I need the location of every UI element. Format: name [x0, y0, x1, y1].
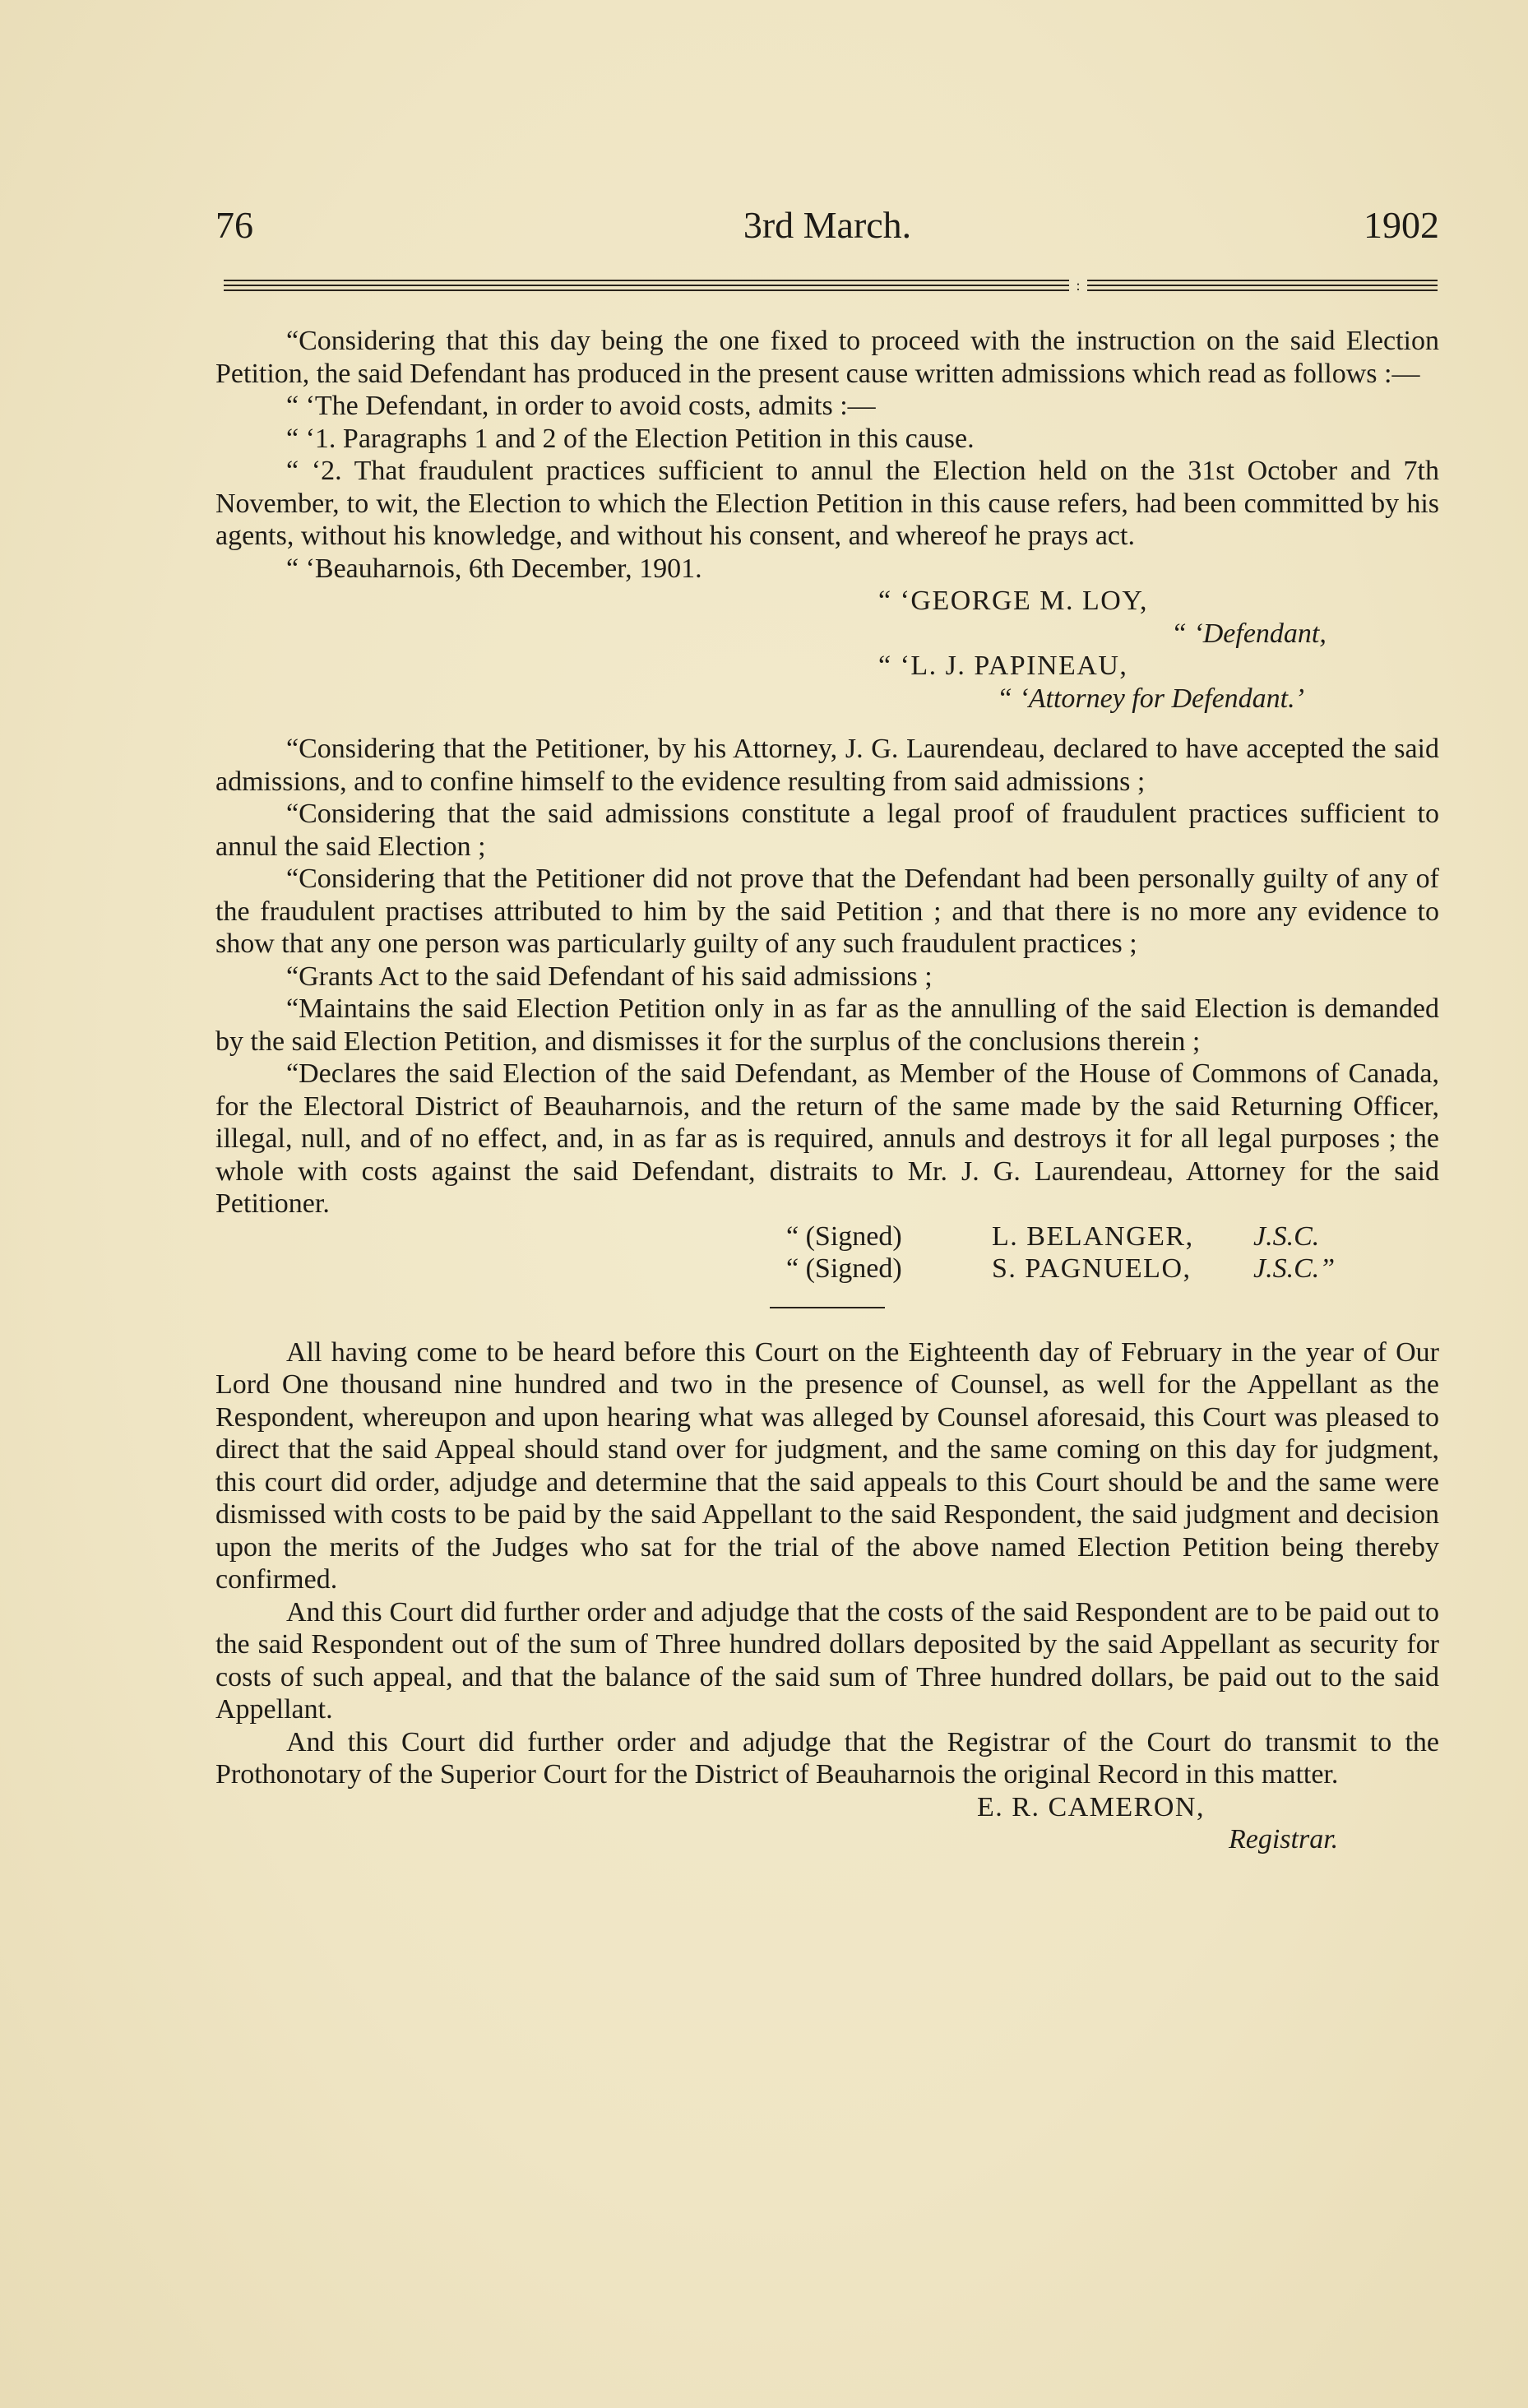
signed-label: “ (Signed) [786, 1220, 902, 1252]
paragraph: “Considering that this day being the one fixed to proceed with the instruction on the said Election Petition, the said Defendant has produced in the present cause written admissions which read as follows :— [215, 326, 1439, 389]
paragraph: “ ‘1. Paragraphs 1 and 2 of the Election Petition in this cause. [286, 423, 975, 454]
rule-ornament: : [1069, 276, 1087, 294]
paragraph: “Grants Act to the said Defendant of his said admissions ; [286, 961, 933, 992]
signatory-role: “ ‘Defendant, [1171, 618, 1327, 649]
registrar-title: Registrar. [1229, 1824, 1339, 1855]
paragraph: “ ‘The Defendant, in order to avoid costs, admits :— [286, 391, 876, 421]
signature-line [215, 585, 1439, 618]
header-rule [224, 277, 1438, 294]
signature-line [215, 618, 1439, 651]
paragraph: “ ‘2. That fraudulent practices sufficient to annul the Election held on the 31st October and 7th November, to wit, the Election to which the Election Petition in this cause refers, had been committed by his agents, without his knowledge, and without his consent, and whereof he prays act. [215, 456, 1439, 551]
judge-title: J.S.C.” [1253, 1253, 1336, 1284]
signatory-role: “ ‘Attorney for Defendant.’ [997, 683, 1304, 714]
paragraph: “ ‘Beauharnois, 6th December, 1901. [286, 553, 702, 584]
registrar-name: E. R. CAMERON, [977, 1791, 1205, 1822]
section-divider [770, 1307, 885, 1308]
document-body [215, 325, 1439, 1856]
paragraph: And this Court did further order and adjudge that the costs of the said Respondent are to be paid out to the said Respondent out of the sum of Three hundred dollars deposited by the said Appellant as security for costs of such appeal, and that the balance of the said sum of Three hundred dollars, be paid out to the said Appellant. [215, 1596, 1439, 1725]
paragraph: And this Court did further order and adjudge that the Registrar of the Court do transmit to the Prothonotary of the Superior Court for the District of Beauharnois the original Record in this matter. [215, 1726, 1439, 1790]
paragraph: “Maintains the said Election Petition only in as far as the annulling of the said Election is demanded by the said Election Petition, and dismisses it for the surplus of the conclusions therein ; [215, 993, 1439, 1057]
page-year: 1902 [1364, 204, 1439, 246]
paragraph: “Considering that the said admissions constitute a legal proof of fraudulent practices sufficient to annul the said Election ; [215, 799, 1439, 862]
paragraph: All having come to be heard before this Court on the Eighteenth day of February in the year of Our Lord One thousand nine hundred and two in the presence of Counsel, as well for the Appellant as the Respondent, whereupon and upon hearing what was alleged by Counsel aforesaid, this Court was pleased to direct that the said Appeal should stand over for judgment, and the same coming on this day for judgment, this court did order, adjudge and determine that the said appeals to this Court should be and the same were dismissed with costs to be paid by the said Appellant to the said Respondent, the said judgment and decision upon the merits of the Judges who sat for the trial of the above named Election Petition being thereby confirmed. [215, 1336, 1439, 1595]
paragraph: “Considering that the Petitioner, by his Attorney, J. G. Laurendeau, declared to have accepted the said admissions, and to confine himself to the evidence resulting from said admissions ; [215, 734, 1439, 797]
page-date: 3rd March. [743, 204, 912, 246]
signatory-name: “ ‘GEORGE M. LOY, [878, 586, 1149, 616]
paragraph: “Declares the said Election of the said Defendant, as Member of the House of Commons of Canada, for the Electoral District of Beauharnois, and the return of the same made by the said Returning Officer, illegal, null, and of no effect, and, in as far as is required, annuls and destroys it for all legal purposes ; the whole with costs against the said Defendant, distraits to Mr. J. G. Laurendeau, Attorney for the said Petitioner. [215, 1058, 1439, 1219]
signatory-name: “ ‘L. J. PAPINEAU, [878, 651, 1128, 681]
signature-line [215, 683, 1439, 715]
signature-line [215, 650, 1439, 683]
judge-name: S. PAGNUELO, [992, 1253, 1192, 1284]
registrar-signature [215, 1791, 1439, 1824]
page-number: 76 [215, 204, 253, 246]
registrar-title-line [215, 1823, 1439, 1856]
judge-title: J.S.C. [1253, 1220, 1320, 1252]
judge-signature [215, 1220, 1439, 1253]
judge-signature [215, 1253, 1439, 1285]
paragraph: “Considering that the Petitioner did not prove that the Defendant had been personally guilty of any of the fraudulent practises attributed to him by the said Petition ; and that there is no more any evidence to show that any one person was particularly guilty of any such fraudulent practices ; [215, 864, 1439, 959]
judge-name: L. BELANGER, [992, 1220, 1194, 1252]
page-header [215, 201, 1439, 258]
signed-label: “ (Signed) [786, 1253, 902, 1284]
